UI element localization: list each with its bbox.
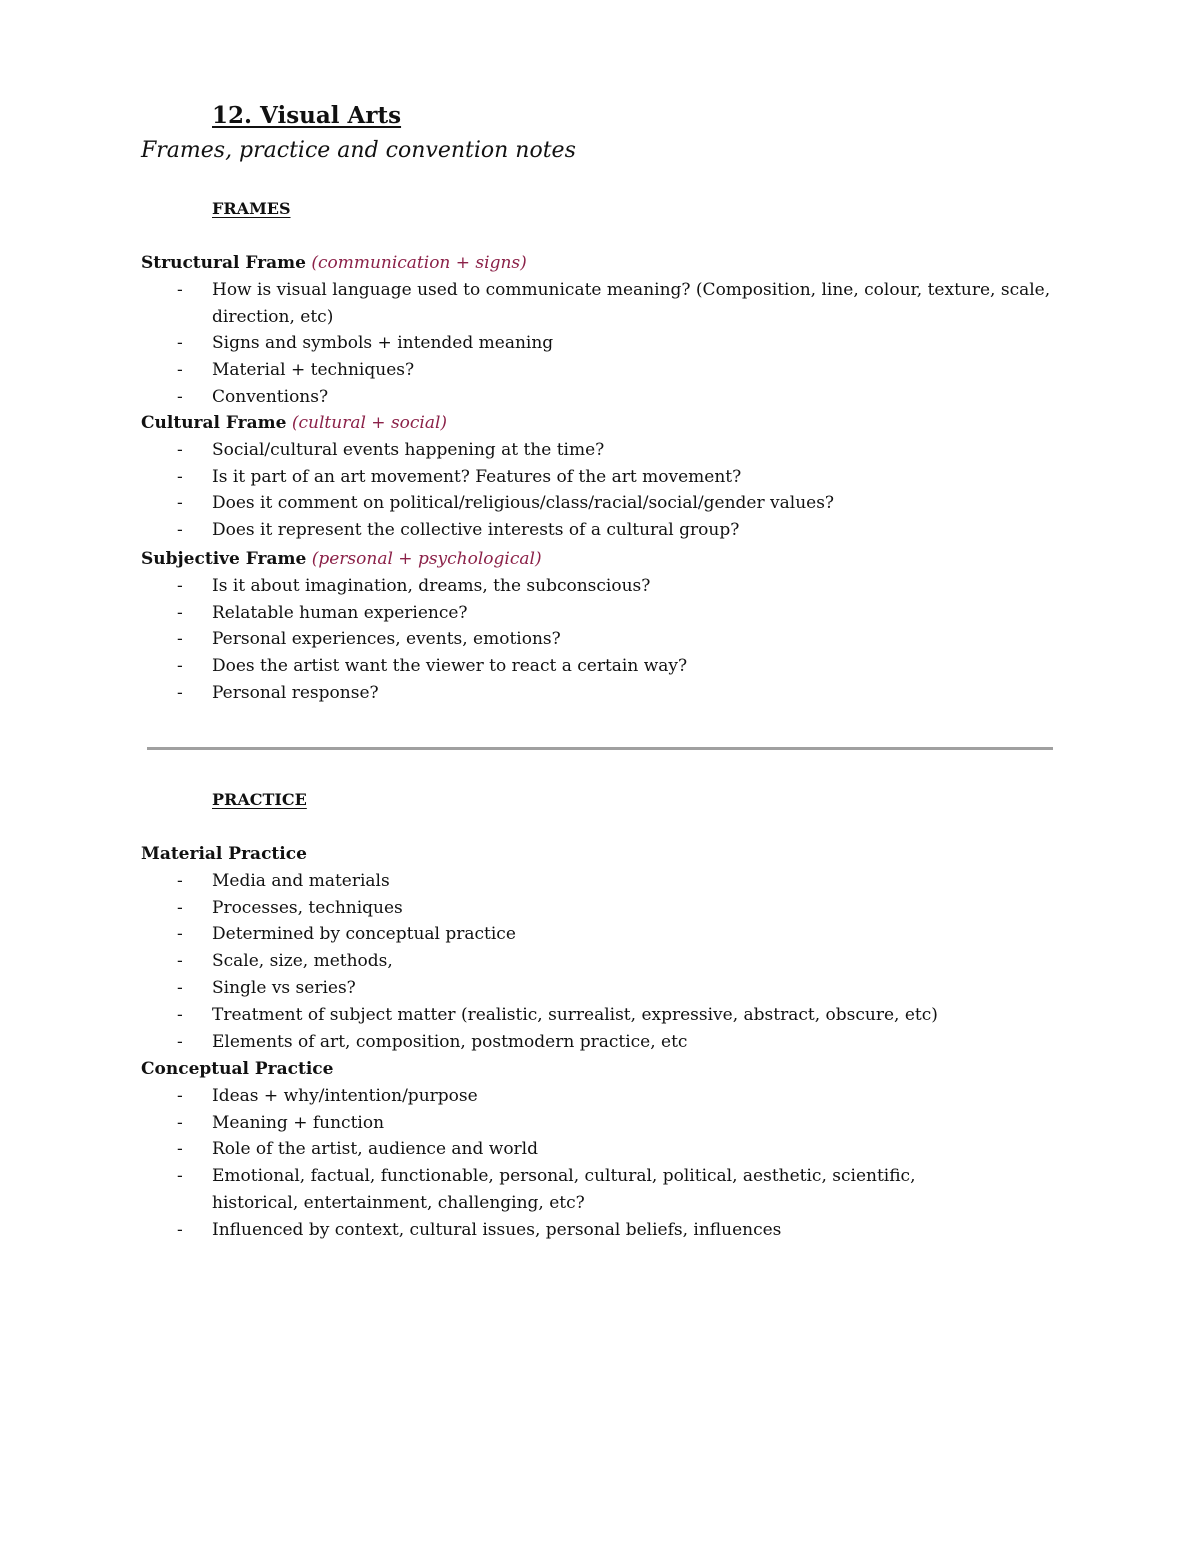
list-item (141, 1083, 1071, 1110)
list-item (141, 1163, 1002, 1217)
bullet-dash: - (177, 466, 183, 487)
bullet-dash: - (177, 1166, 183, 1187)
list-item-text: How is visual language used to communicate meaning? (Composition, line, colour, texture, scale, direction, etc) (212, 279, 1051, 327)
group-header (141, 841, 1071, 868)
group-note: (cultural + social) (291, 413, 448, 433)
list-item-text: Is it about imagination, dreams, the subconscious? (212, 575, 651, 596)
bullet-dash: - (177, 1004, 183, 1025)
bullet-dash: - (177, 279, 183, 300)
list-item (141, 653, 1071, 680)
bullet-dash: - (177, 602, 183, 623)
subjective-frame-group (141, 546, 1071, 707)
list-item-text: Social/cultural events happening at the time? (212, 439, 605, 460)
bullet-list (141, 1083, 1071, 1244)
list-item (141, 1110, 1071, 1137)
list-item (141, 600, 1071, 627)
list-item (141, 1136, 1071, 1163)
group-name: Structural Frame (141, 253, 306, 273)
list-item (141, 437, 1071, 464)
group-name: Cultural Frame (141, 413, 287, 433)
list-item-text: Single vs series? (212, 977, 356, 998)
list-item-text: Elements of art, composition, postmodern practice, etc (212, 1031, 688, 1052)
document-subtitle: Frames, practice and convention notes (141, 138, 576, 163)
bullet-dash: - (177, 1139, 183, 1160)
bullet-dash: - (177, 1031, 183, 1052)
list-item (141, 464, 1071, 491)
list-item (141, 357, 1071, 384)
group-name: Conceptual Practice (141, 1059, 334, 1079)
list-item (141, 384, 1071, 411)
list-item-text: Relatable human experience? (212, 602, 468, 623)
bullet-dash: - (177, 924, 183, 945)
group-header (141, 546, 1071, 573)
list-item (141, 680, 1071, 707)
bullet-dash: - (177, 1085, 183, 1106)
bullet-dash: - (177, 870, 183, 891)
group-header (141, 1056, 1071, 1083)
list-item-text: Personal experiences, events, emotions? (212, 629, 561, 650)
bullet-dash: - (177, 682, 183, 703)
bullet-dash: - (177, 977, 183, 998)
list-item-text: Processes, techniques (212, 897, 403, 918)
group-note: (personal + psychological) (311, 549, 542, 569)
list-item-text: Treatment of subject matter (realistic, surrealist, expressive, abstract, obscure, etc) (212, 1004, 938, 1025)
conceptual-practice-group (141, 1056, 1071, 1244)
list-item (141, 921, 1071, 948)
structural-frame-group (141, 250, 1071, 411)
bullet-list (141, 868, 1071, 1056)
list-item-text: Conventions? (212, 386, 329, 407)
section-divider (147, 747, 1053, 750)
list-item-text: Personal response? (212, 682, 379, 703)
practice-heading: PRACTICE (212, 790, 307, 809)
material-practice-group (141, 841, 1071, 1055)
frames-heading: FRAMES (212, 199, 291, 218)
list-item-text: Signs and symbols + intended meaning (212, 333, 554, 354)
list-item-text: Meaning + function (212, 1112, 385, 1133)
list-item-text: Is it part of an art movement? Features of the art movement? (212, 466, 742, 487)
bullet-list (141, 277, 1071, 411)
bullet-list (141, 437, 1071, 544)
list-item (141, 895, 1071, 922)
document-title: 12. Visual Arts (212, 102, 402, 129)
list-item (141, 1002, 1071, 1029)
list-item (141, 517, 1071, 544)
list-item-text: Emotional, factual, functionable, personal, cultural, political, aesthetic, scientific, historical, entertainment, challenging, etc? (212, 1166, 916, 1213)
group-header (141, 250, 1071, 277)
bullet-dash: - (177, 386, 183, 407)
bullet-dash: - (177, 951, 183, 972)
group-note: (communication + signs) (311, 253, 527, 273)
list-item (141, 868, 1071, 895)
list-item-text: Does the artist want the viewer to react a certain way? (212, 656, 688, 677)
bullet-dash: - (177, 493, 183, 514)
list-item (141, 490, 1071, 517)
list-item-text: Scale, size, methods, (212, 951, 393, 972)
list-item (141, 277, 1057, 331)
bullet-dash: - (177, 333, 183, 354)
bullet-dash: - (177, 520, 183, 541)
bullet-dash: - (177, 656, 183, 677)
cultural-frame-group (141, 410, 1071, 544)
list-item (141, 1217, 1071, 1244)
list-item (141, 573, 1071, 600)
bullet-dash: - (177, 439, 183, 460)
list-item (141, 975, 1071, 1002)
list-item-text: Material + techniques? (212, 360, 415, 381)
group-header (141, 410, 1071, 437)
list-item-text: Determined by conceptual practice (212, 924, 516, 945)
list-item-text: Does it represent the collective interests of a cultural group? (212, 520, 740, 541)
list-item-text: Ideas + why/intention/purpose (212, 1085, 478, 1106)
bullet-dash: - (177, 1219, 183, 1240)
list-item-text: Media and materials (212, 870, 390, 891)
list-item-text: Does it comment on political/religious/class/racial/social/gender values? (212, 493, 835, 514)
bullet-dash: - (177, 575, 183, 596)
list-item (141, 948, 1071, 975)
list-item (141, 330, 1071, 357)
bullet-list (141, 573, 1071, 707)
group-name: Material Practice (141, 844, 307, 864)
bullet-dash: - (177, 1112, 183, 1133)
list-item-text: Role of the artist, audience and world (212, 1139, 539, 1160)
bullet-dash: - (177, 897, 183, 918)
list-item-text: Influenced by context, cultural issues, personal beliefs, influences (212, 1219, 782, 1240)
bullet-dash: - (177, 629, 183, 650)
list-item (141, 626, 1071, 653)
bullet-dash: - (177, 360, 183, 381)
group-name: Subjective Frame (141, 549, 307, 569)
list-item (141, 1029, 1071, 1056)
